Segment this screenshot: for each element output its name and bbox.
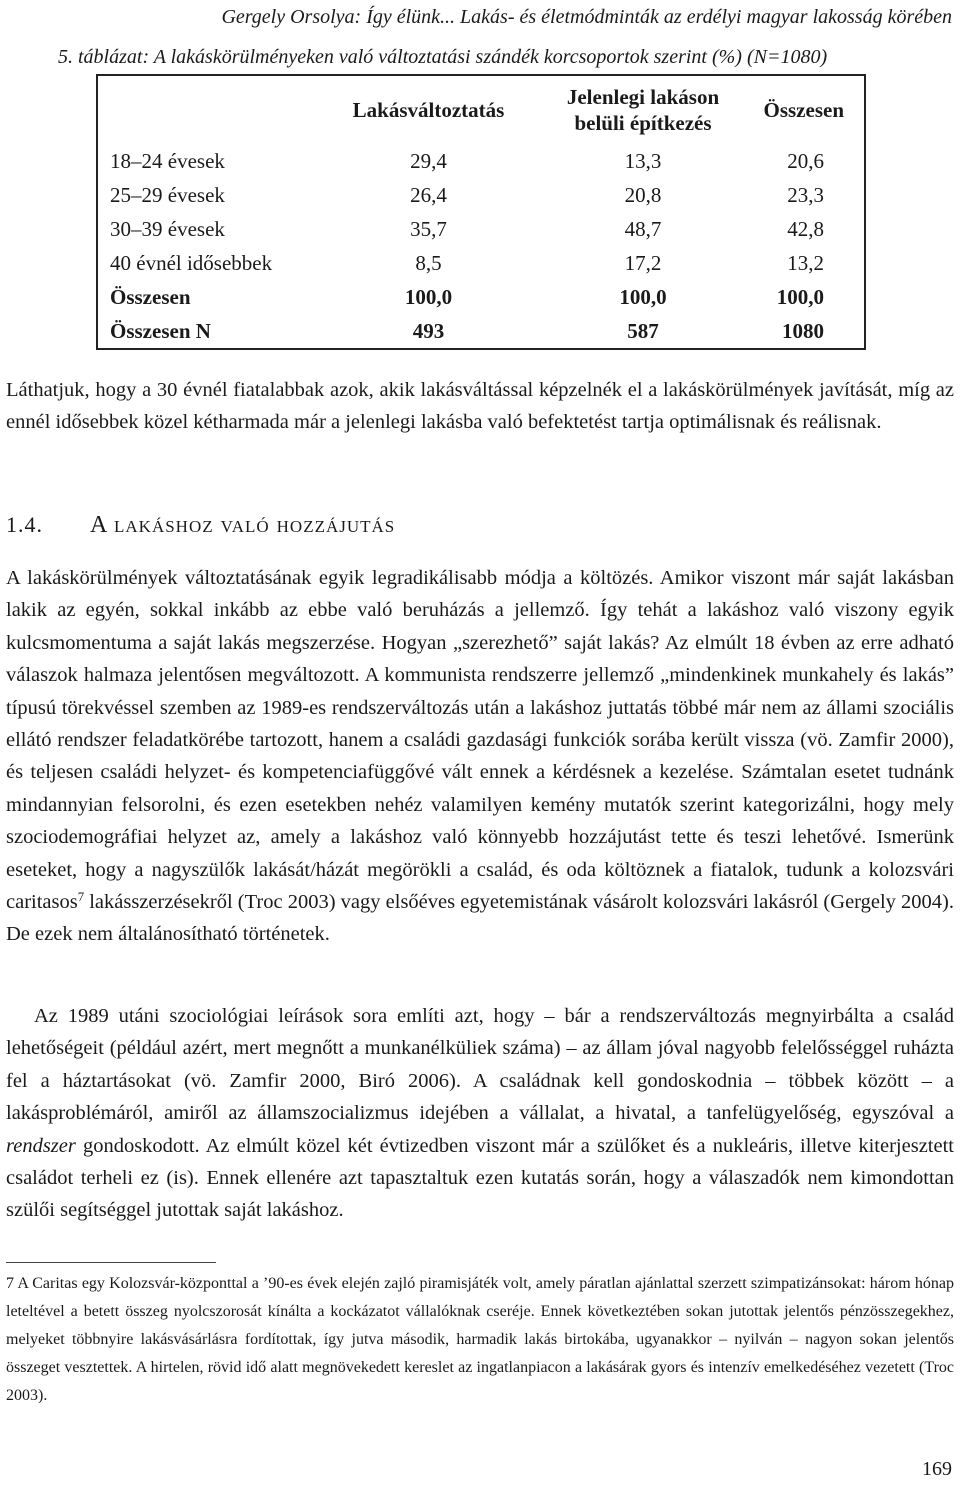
table-cell: Összesen N: [110, 318, 211, 343]
page-number: 169: [922, 1458, 952, 1480]
body-paragraph: Láthatjuk, hogy a 30 évnél fiatalabbak azok, akik lakásváltással képzelnék el a lakáskörülmények javítását, míg az ennél idősebbek közel kétharmada már a jelenlegi lakásba való befektetést tartja optimálisnak és reálisnak.: [6, 379, 954, 434]
table-caption: 5. táblázat: A lakáskörülményeken való változtatási szándék korcsoportok szerint (%) (N=1080): [58, 46, 828, 68]
table-header-cell: Lakásváltoztatás: [352, 98, 505, 122]
table-total-row: [97, 280, 865, 314]
table-cell: 23,3: [787, 182, 824, 207]
table-cell: 20,8: [624, 182, 662, 207]
table-total-n-row: [97, 314, 865, 349]
table-cell: Összesen: [110, 284, 191, 309]
footnote-divider: [6, 1262, 216, 1263]
section-title: A lakáshoz való hozzájutás: [90, 512, 396, 538]
table-cell: 29,4: [410, 148, 447, 173]
table-header-cell: Összesen: [763, 98, 844, 122]
table-cell: 18–24 évesek: [110, 148, 225, 173]
table-cell: 35,7: [410, 216, 447, 241]
body-paragraph: [6, 1000, 954, 1227]
table-header-row: [97, 75, 865, 144]
table-cell: 100,0: [776, 284, 824, 309]
table-cell: 48,7: [624, 216, 662, 241]
table-cell: 25–29 évesek: [110, 182, 225, 207]
footnote-marker: 7: [6, 1275, 14, 1292]
table-row: [97, 178, 865, 212]
section-number: 1.4.: [6, 512, 43, 537]
footnote-reference[interactable]: 7: [77, 890, 85, 905]
emphasis-text: rendszer: [6, 1134, 76, 1157]
table-cell: 20,6: [787, 148, 824, 173]
table-cell: 13,3: [624, 148, 662, 173]
footnote-text: A Caritas egy Kolozsvár-központtal a ’90-es évek elején zajló piramisjáték volt, amely páratlan ajánlattal szerzett szimpatizánsokat: három hónap leteltével a betett összeg nyolcszorosát kínálta a kockázatot vállalóknak cseréje. Ennek következtében sokan jutottak jelentős pénzösszegekhez, melyeket többnyire lakásvásárlásra fordítottak, így jutva második, harmadik lakás birtokába, ugyanakkor – nyilván – nagyon sokan jelentős összeget vesztettek. A hirtelen, rövid idő alatt megnövekedett kereslet az ingatlanpiacon a lakásárak gyors és intenzív emelkedéséhez vezetett (Troc 2003).: [6, 1275, 954, 1404]
table-cell: 17,2: [624, 250, 662, 275]
table-cell: 42,8: [787, 216, 824, 241]
body-paragraph: [6, 562, 954, 951]
paragraph-text: A lakáskörülmények változtatásának egyik legradikálisabb módja a költözés. Amikor viszont már saját lakásban lakik az egyén, sokkal inkább az ebbe való beruházás a jellemző. Így tehát a lakáshoz való viszony egyik kulcsmomentuma a saját lakás megszerzése. Hogyan „szerezhető” saját lakás? Az elmúlt 18 évben az erre adható válaszok halmaza jelentősen megváltozott. A kommunista rendszerre jellemző „mindenkinek munkahely és lakás” típusú törekvéssel szemben az 1989-es rendszerváltozás után a lakáshoz juttatás többé már nem az állami szociális ellátó rendszer feladatkörébe tartozott, hanem a családi gazdasági funkciók sorába került vissza (vö. Zamfir 2000), és teljesen családi helyzet- és kompetenciafüggővé vált ennek a kérdésnek a kezelése. Számtalan esetet tudnánk mindannyian felsorolni, és ezen esetekben nehéz valamilyen kemény mutatók szerint kategorizálni, hogy mely szociodemográfiai helyzet az, amely a lakáshoz való könnyebb hozzájutást tette és teszi lehetővé. Ismerünk eseteket, hogy a nagyszülők lakását/házát megörökli a család, és oda költöznek a fiatalok, tudunk a kolozsvári caritasos: [6, 567, 954, 914]
table-cell: 8,5: [415, 250, 442, 275]
table-row: [97, 144, 865, 178]
table-cell: 13,2: [787, 250, 824, 275]
running-header: Gergely Orsolya: Így élünk... Lakás- és életmódminták az erdélyi magyar lakosság körében: [221, 6, 952, 28]
paragraph-text: Az 1989 utáni szociológiai leírások sora említi azt, hogy – bár a rendszerváltozás megnyirbálta a család lehetőségeit (például azért, mert megnőtt a munkanélküliek száma) – az állam jóval nagyobb felelősséggel ruházta fel a háztartásokat (vö. Zamfir 2000, Biró 2006). A családnak kell gondoskodnia – többek között – a lakásproblémáról, amiről az államszocializmus idejében a vállalat, a hivatal, a tanfelügyelőség, egyszóval a: [6, 1005, 954, 1125]
table-header-cell: [97, 75, 320, 144]
footnote: [6, 1270, 954, 1410]
table-cell: 40 évnél idősebbek: [110, 250, 273, 275]
table-cell: 493: [412, 318, 445, 343]
paragraph-text: gondoskodott. Az elmúlt közel két évtizedben viszont már a szülőket és a nukleáris, illetve kiterjesztett családot terheli ez (is). Ennek ellenére azt tapasztaltuk ezen kutatás során, hogy a válaszadók nem kimondottan szülői segítséggel jutottak saját lakáshoz.: [6, 1134, 954, 1222]
table-cell: 100,0: [404, 284, 453, 309]
data-table: [96, 74, 866, 350]
table-cell: 26,4: [410, 182, 447, 207]
table-row: [97, 246, 865, 280]
table-header-cell: Jelenlegi lakáson belüli építkezés: [566, 85, 720, 135]
table-row: [97, 212, 865, 246]
table-cell: 30–39 évesek: [110, 216, 225, 241]
paragraph-text: lakásszerzésekről (Troc 2003) vagy elsőéves egyetemistának vásárolt kolozsvári lakásról (Gergely 2004). De ezek nem általánosítható történetek.: [6, 891, 954, 946]
table-cell: 1080: [782, 318, 824, 343]
table-cell: 100,0: [619, 284, 667, 309]
table-cell: 587: [627, 318, 659, 343]
section-heading: [6, 510, 395, 540]
